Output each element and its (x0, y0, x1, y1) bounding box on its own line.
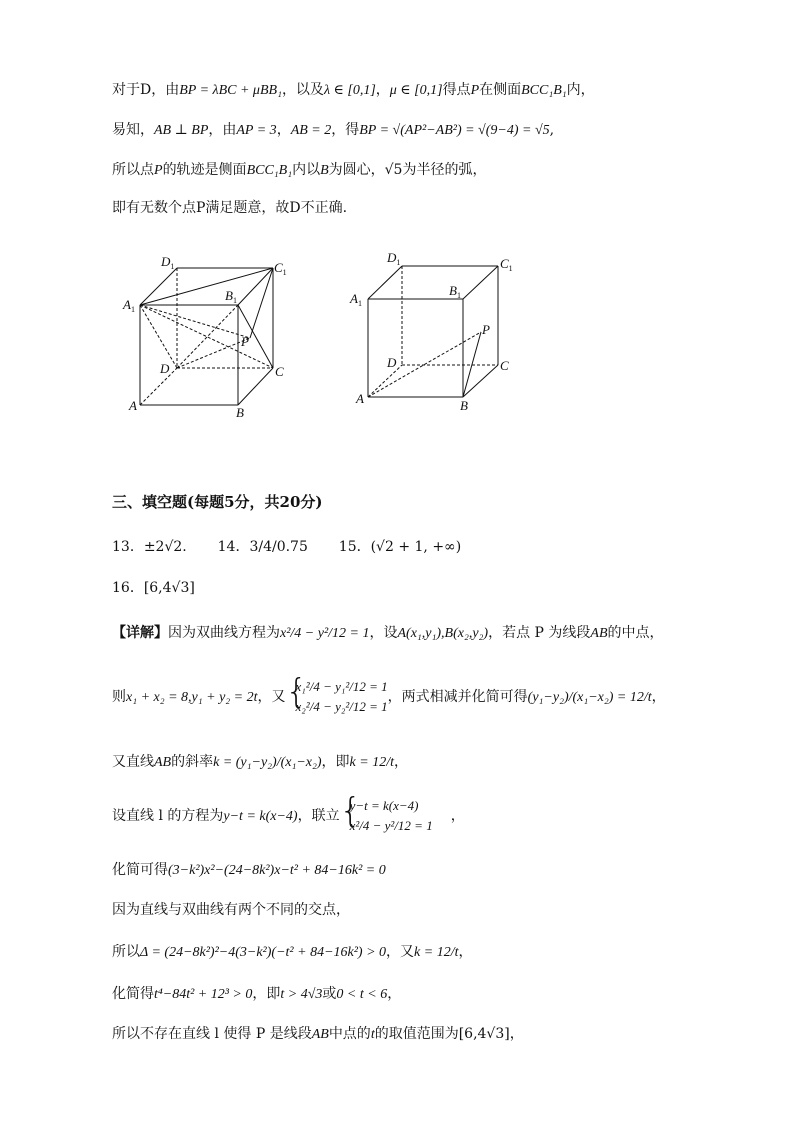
final-range: [6,4√3] (458, 1026, 510, 1042)
detail-line-5 (112, 860, 386, 881)
text: ， (375, 82, 390, 98)
discriminant: Δ = (24−8k²)²−4(3−k²)(−t² + 84−16k²) > 0 (140, 945, 387, 960)
segment-ab: AB (590, 626, 608, 641)
text: ，又 (257, 689, 286, 705)
text: ， (651, 689, 666, 705)
label-b1: $B_1$ (449, 283, 461, 300)
text: ，两式相减并化简可得 (387, 689, 528, 705)
cube-figure-2 (345, 250, 525, 420)
text: 对于D，由 (112, 82, 180, 98)
detail-line-8 (112, 984, 401, 1005)
detail-line-2 (112, 672, 666, 720)
detail-line-4 (112, 791, 465, 839)
detail-line-1 (112, 623, 664, 644)
answer-16: 16．[6,4√3] (112, 580, 195, 596)
answer-15: 15．(√2 + 1, +∞) (338, 539, 462, 555)
text: ，即 (252, 986, 281, 1002)
perpendicular: AB ⊥ BP (154, 123, 209, 138)
text: 设直线 l 的方程为 (112, 808, 224, 824)
text: 的轨迹是侧面 (162, 162, 247, 178)
point-b: B (320, 163, 329, 178)
k-value: k = 12/t (349, 755, 394, 770)
answer-13: 13．±2√2. (112, 539, 187, 555)
equation-system-a: { x₁²/4 − y₁²/12 = 1 x₂²/4 − y₂²/12 = 1 (286, 677, 388, 717)
label-c1: $C_1$ (274, 260, 287, 277)
para-d-line-3 (112, 160, 486, 181)
label-p: P (241, 334, 249, 349)
text: ， (393, 754, 408, 770)
text: , (549, 122, 555, 138)
label-b: B (460, 398, 468, 413)
detail-line-9 (112, 1024, 524, 1045)
text: 内， (566, 82, 595, 98)
section-title: 三、填空题(每题5分，共20分) (112, 493, 323, 511)
line-equation: y−t = k(x−4) (223, 809, 298, 824)
text: 内以 (292, 162, 321, 178)
text: ，以及 (281, 82, 324, 98)
label-b1: $B_1$ (225, 288, 237, 305)
text: ， (450, 808, 465, 824)
text: 所以点 (112, 162, 154, 178)
system-row: x₂²/4 − y₂²/12 = 1 (295, 699, 388, 714)
label-c1: $C_1$ (500, 256, 513, 273)
answers-row (112, 537, 461, 557)
text: 化简可得 (112, 862, 168, 878)
label-b: B (236, 405, 244, 420)
text: ， (276, 122, 291, 138)
text: 为半径的弧， (402, 162, 487, 178)
sum-equations: x₁ + x₂ = 8,y₁ + y₂ = 2t (126, 690, 258, 705)
segment-ab: AB (311, 1027, 329, 1042)
bp-value: BP = √(AP²−AB²) = √(9−4) = √5 (359, 123, 550, 138)
text: 因为双曲线方程为 (168, 625, 280, 641)
text: ，若点 P 为线段 (488, 625, 591, 641)
cube-figure-1 (120, 250, 300, 425)
text: 的中点， (607, 625, 664, 641)
range-2: 0 < t < 6 (336, 987, 388, 1002)
para-d-line-4: 即有无数个点P满足题意，故D不正确. (112, 200, 348, 216)
text: ，即 (321, 754, 350, 770)
ab-value: AB = 2 (290, 123, 332, 138)
vector-equation: BP = λBC + μBB₁ (179, 83, 282, 98)
text: ，由 (208, 122, 237, 138)
text: 所以 (112, 944, 140, 960)
ap-value: AP = 3 (236, 123, 277, 138)
lambda-range: λ ∈ [0,1] (323, 83, 376, 98)
text: 中点的 (328, 1026, 371, 1042)
text: ， (509, 1026, 524, 1042)
text: ，又 (386, 944, 415, 960)
text: 则 (112, 689, 126, 705)
mu-range: μ ∈ [0,1] (389, 83, 443, 98)
label-d: D (387, 355, 397, 370)
label-a: A (129, 398, 137, 413)
text: 的取值范围为 (374, 1026, 459, 1042)
text: ， (458, 944, 473, 960)
range-1: t > 4√3 (280, 987, 323, 1002)
text: 在侧面 (479, 82, 522, 98)
text: 的斜率 (171, 754, 214, 770)
slope: k = (y₁−y₂)/(x₁−x₂) (213, 755, 322, 770)
system-row: x²/4 − y²/12 = 1 (349, 818, 433, 833)
label-a1: $A_1$ (123, 297, 135, 314)
points: A(x₁,y₁),B(x₂,y₂) (397, 626, 489, 641)
text: 得点 (442, 82, 471, 98)
text: 又直线 (112, 754, 154, 770)
face-name: BCC₁B₁ (521, 83, 567, 98)
label-d: D (160, 361, 170, 376)
face-name: BCC₁B₁ (246, 163, 293, 178)
answer-14: 14．3/4/0.75 (217, 539, 308, 555)
detail-line-3 (112, 752, 408, 773)
text: ，设 (369, 625, 398, 641)
hyperbola-equation: x²/4 − y²/12 = 1 (280, 626, 370, 641)
text: ，联立 (297, 808, 340, 824)
inequality: t⁴−84t² + 12³ > 0 (154, 987, 253, 1002)
label-a1: $A_1$ (350, 291, 362, 308)
ratio: (y₁−y₂)/(x₁−x₂) = 12/t (527, 690, 652, 705)
equation-system-b: { y−t = k(x−4) x²/4 − y²/12 = 1 (340, 796, 433, 836)
text: 易知， (112, 122, 154, 138)
text: 所以不存在直线 l 使得 P 是线段 (112, 1026, 312, 1042)
system-row: y−t = k(x−4) (349, 798, 419, 813)
label-a: A (356, 391, 364, 406)
k-value: k = 12/t (414, 945, 459, 960)
detail-label: 【详解】 (112, 625, 168, 641)
variable-t: t (370, 1027, 375, 1042)
label-c: C (500, 358, 509, 373)
label-d1: $D_1$ (387, 250, 401, 267)
radius: √5 (384, 162, 403, 178)
quadratic-equation: (3−k²)x²−(24−8k²)x−t² + 84−16k² = 0 (168, 863, 386, 878)
text: 或 (322, 986, 337, 1002)
text: ， (387, 986, 402, 1002)
segment-ab: AB (154, 755, 172, 770)
text: 为圆心， (328, 162, 385, 178)
text: 化简得 (112, 986, 154, 1002)
text: ，得 (331, 122, 360, 138)
detail-line-7 (112, 942, 473, 963)
label-p: P (482, 322, 490, 337)
system-row: x₁²/4 − y₁²/12 = 1 (295, 679, 388, 694)
label-d1: $D_1$ (161, 254, 175, 271)
label-c: C (275, 364, 284, 379)
point-p: P (154, 163, 163, 178)
para-d-line-2 (112, 120, 554, 141)
detail-line-6: 因为直线与双曲线有两个不同的交点， (112, 902, 350, 918)
point-p: P (470, 83, 480, 98)
para-d-line-1 (112, 80, 595, 101)
